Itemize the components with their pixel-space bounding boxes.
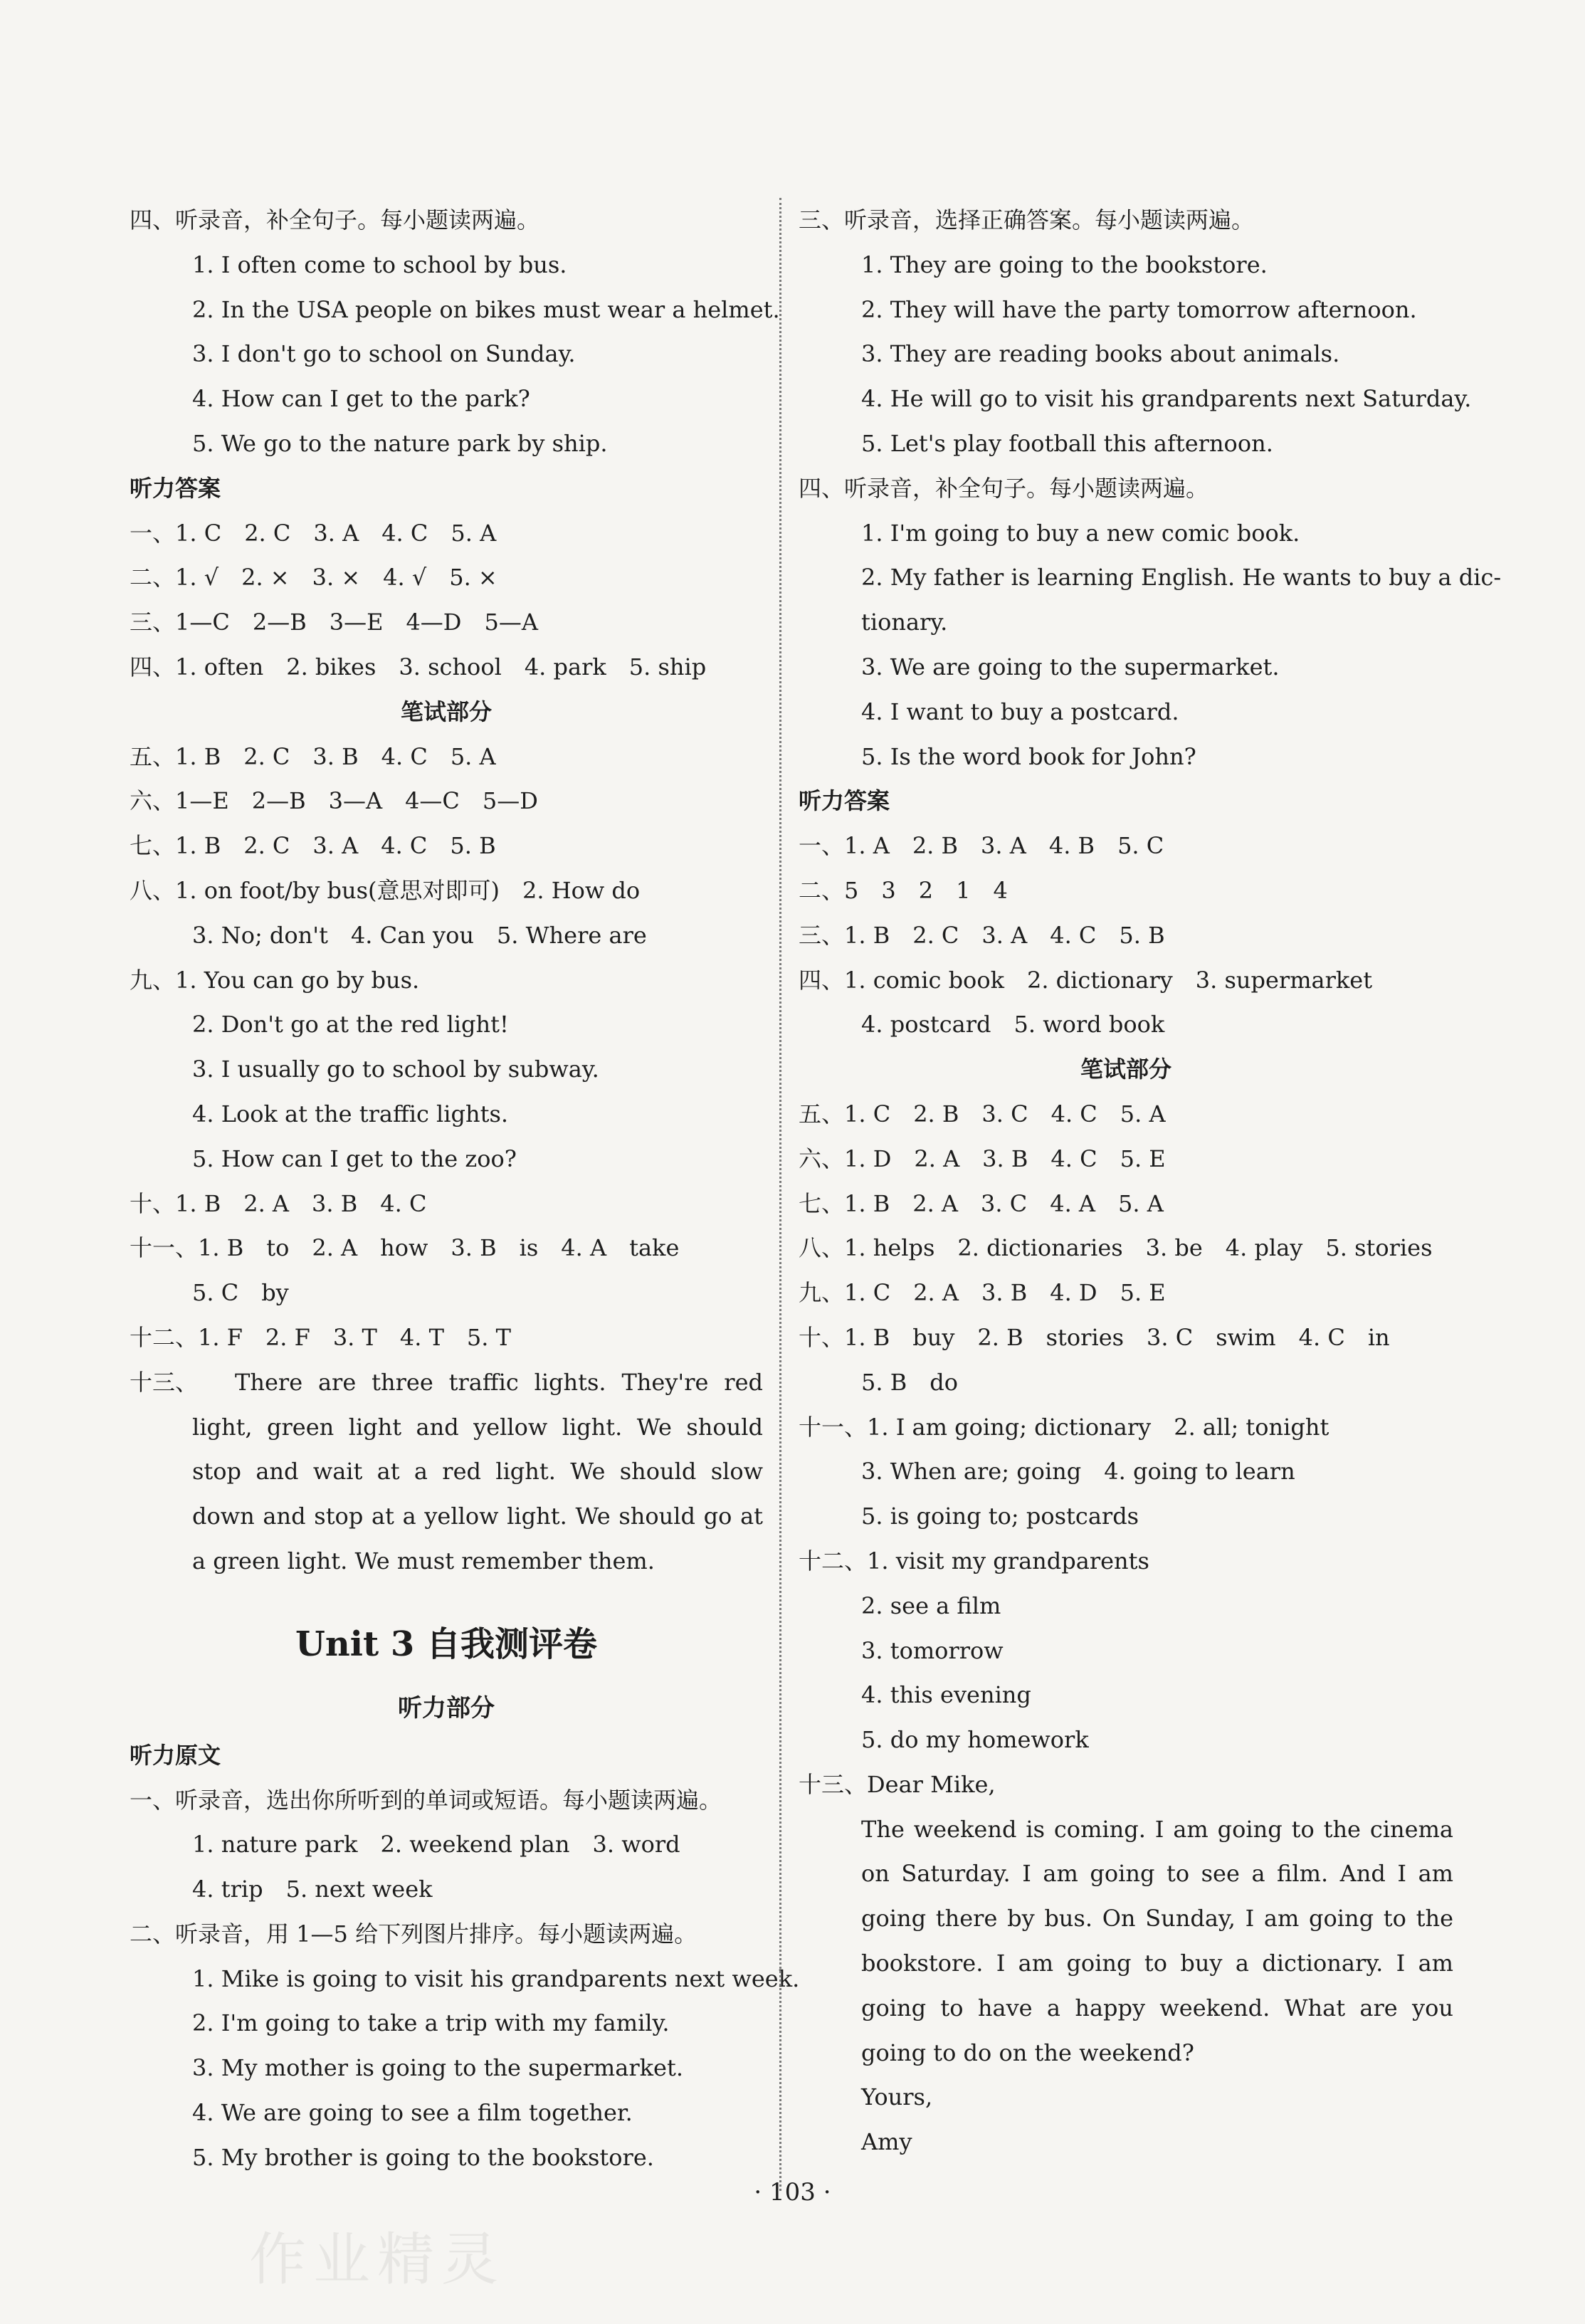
essay-text: There are three traffic lights. They're red light, green light and yellow light. We should stop and wait at a red light. We should slow down and stop at a yellow light. We should go at a green light. We must remember them.: [192, 1368, 763, 1574]
left2-line: 4. trip 5. next week: [192, 1876, 433, 1903]
right-line: 1. They are going to the bookstore.: [861, 251, 1268, 278]
left-line: 3. I don't go to school on Sunday.: [192, 340, 576, 368]
right-line: tionary.: [861, 609, 948, 636]
essay-label: 十三、: [130, 1368, 199, 1396]
left2-line: 二、听录音，用 1—5 给下列图片排序。每小题读两遍。: [130, 1920, 697, 1947]
right-line: 3. When are; going 4. going to learn: [861, 1458, 1295, 1486]
left2-line: 2. I'm going to take a trip with my family.: [192, 2009, 670, 2037]
right-line: 十一、1. I am going; dictionary 2. all; tonight: [799, 1413, 1329, 1441]
letter-closing: Yours,: [861, 2083, 933, 2111]
left-line: 5. How can I get to the zoo?: [192, 1145, 517, 1172]
right-line: 十三、Dear Mike,: [799, 1770, 996, 1798]
left-line: 九、1. You can go by bus.: [130, 966, 420, 994]
left2-line: 3. My mother is going to the supermarket.: [192, 2054, 683, 2082]
left2-line: 1. nature park 2. weekend plan 3. word: [192, 1831, 680, 1858]
right-line: 三、听录音，选择正确答案。每小题读两遍。: [799, 206, 1255, 233]
right-line: 一、1. A 2. B 3. A 4. B 5. C: [799, 832, 1164, 860]
right-line: 4. He will go to visit his grandparents next Saturday.: [861, 385, 1472, 413]
right-line: 4. I want to buy a postcard.: [861, 698, 1179, 725]
right-line: 七、1. B 2. A 3. C 4. A 5. A: [799, 1189, 1164, 1217]
right-line: 5. do my homework: [861, 1726, 1089, 1754]
right-line: 5. Is the word book for John?: [861, 742, 1196, 770]
left-line: 1. I often come to school by bus.: [192, 251, 567, 278]
right-line: 八、1. helps 2. dictionaries 3. be 4. play 5. stories: [799, 1234, 1433, 1262]
right-line: 2. They will have the party tomorrow afternoon.: [861, 295, 1417, 323]
left-line: 5. We go to the nature park by ship.: [192, 429, 608, 457]
left-line: 5. C by: [192, 1279, 289, 1307]
right-line: 九、1. C 2. A 3. B 4. D 5. E: [799, 1279, 1166, 1307]
right-line: 五、1. C 2. B 3. C 4. C 5. A: [799, 1100, 1166, 1127]
left-line: 四、1. often 2. bikes 3. school 4. park 5. ship: [130, 653, 707, 680]
left-line: 4. How can I get to the park?: [192, 385, 530, 413]
left-line: 2. In the USA people on bikes must wear a helmet.: [192, 295, 780, 323]
left-line: 3. I usually go to school by subway.: [192, 1056, 599, 1083]
right-line: 听力答案: [799, 787, 890, 815]
right-line: 十二、1. visit my grandparents: [799, 1547, 1149, 1574]
right-line: 5. B do: [861, 1368, 958, 1396]
left-line: 八、1. on foot/by bus(意思对即可) 2. How do: [130, 876, 641, 904]
right-line: 二、5 3 2 1 4: [799, 876, 1008, 904]
right-line: 5. Let's play football this afternoon.: [861, 429, 1273, 457]
left-line: 五、1. B 2. C 3. B 4. C 5. A: [130, 742, 496, 770]
left-line: 2. Don't go at the red light!: [192, 1011, 509, 1039]
right-line: 2. My father is learning English. He wants to buy a dic-: [861, 564, 1502, 591]
left-line: 二、1. √ 2. × 3. × 4. √ 5. ×: [130, 564, 497, 591]
right-line: 笔试部分: [1080, 1056, 1171, 1083]
column-divider: [779, 198, 781, 2191]
right-line: 5. is going to; postcards: [861, 1503, 1139, 1530]
left-essay: [130, 1360, 763, 1584]
left-line: 一、1. C 2. C 3. A 4. C 5. A: [130, 519, 497, 547]
right-line: 3. They are reading books about animals.: [861, 340, 1340, 368]
left2-line: 1. Mike is going to visit his grandparents next week.: [192, 1965, 800, 1992]
right-line: 3. tomorrow: [861, 1636, 1004, 1664]
left-line: 笔试部分: [400, 698, 492, 725]
left2-line: 5. My brother is going to the bookstore.: [192, 2143, 654, 2171]
right-column: [799, 198, 1502, 2165]
right-line: 四、1. comic book 2. dictionary 3. supermarket: [799, 966, 1373, 994]
left-line: 3. No; don't 4. Can you 5. Where are: [192, 921, 647, 949]
right-line: 三、1. B 2. C 3. A 4. C 5. B: [799, 921, 1165, 949]
right-line: 1. I'm going to buy a new comic book.: [861, 519, 1300, 547]
left-line: 4. Look at the traffic lights.: [192, 1100, 509, 1127]
right-line: 3. We are going to the supermarket.: [861, 653, 1280, 680]
right-line: 4. this evening: [861, 1681, 1031, 1709]
left2-line: 4. We are going to see a film together.: [192, 2099, 633, 2127]
right-line: 六、1. D 2. A 3. B 4. C 5. E: [799, 1145, 1166, 1172]
left-line: 十一、1. B to 2. A how 3. B is 4. A take: [130, 1234, 680, 1262]
right-line: 2. see a film: [861, 1592, 1001, 1619]
left-line: 六、1—E 2—B 3—A 4—C 5—D: [130, 787, 538, 815]
left-line: 十、1. B 2. A 3. B 4. C: [130, 1189, 427, 1217]
left-line: 七、1. B 2. C 3. A 4. C 5. B: [130, 832, 496, 860]
letter-body: The weekend is coming. I am going to the cinema on Saturday. I am going to see a film. And I am going there by bus. On Sunday, I am going to the bookstore. I am going to buy a dictionary. I am going to have a happy weekend. What are you going to do on the weekend?: [861, 1815, 1453, 2066]
left-line: 三、1—C 2—B 3—E 4—D 5—A: [130, 609, 538, 636]
right-line: 4. postcard 5. word book: [861, 1011, 1165, 1039]
page-number: · 103 ·: [754, 2178, 831, 2207]
left-line: 四、听录音，补全句子。每小题读两遍。: [130, 206, 540, 233]
left-line: 十二、1. F 2. F 3. T 4. T 5. T: [130, 1323, 511, 1351]
left2-line: 一、听录音，选出你所听到的单词或短语。每小题读两遍。: [130, 1786, 722, 1814]
right-line: 四、听录音，补全句子。每小题读两遍。: [799, 474, 1209, 502]
left-column: [130, 198, 800, 2180]
watermark: 作业精灵: [249, 2226, 505, 2293]
letter-signature: Amy: [861, 2128, 912, 2156]
listening-title: 听力部分: [398, 1693, 495, 1723]
unit-title: Unit 3 自我测评卷: [295, 1624, 597, 1664]
right-line: 十、1. B buy 2. B stories 3. C swim 4. C in: [799, 1323, 1390, 1351]
left2-line: 听力原文: [130, 1741, 221, 1769]
left-line: 听力答案: [130, 474, 221, 502]
